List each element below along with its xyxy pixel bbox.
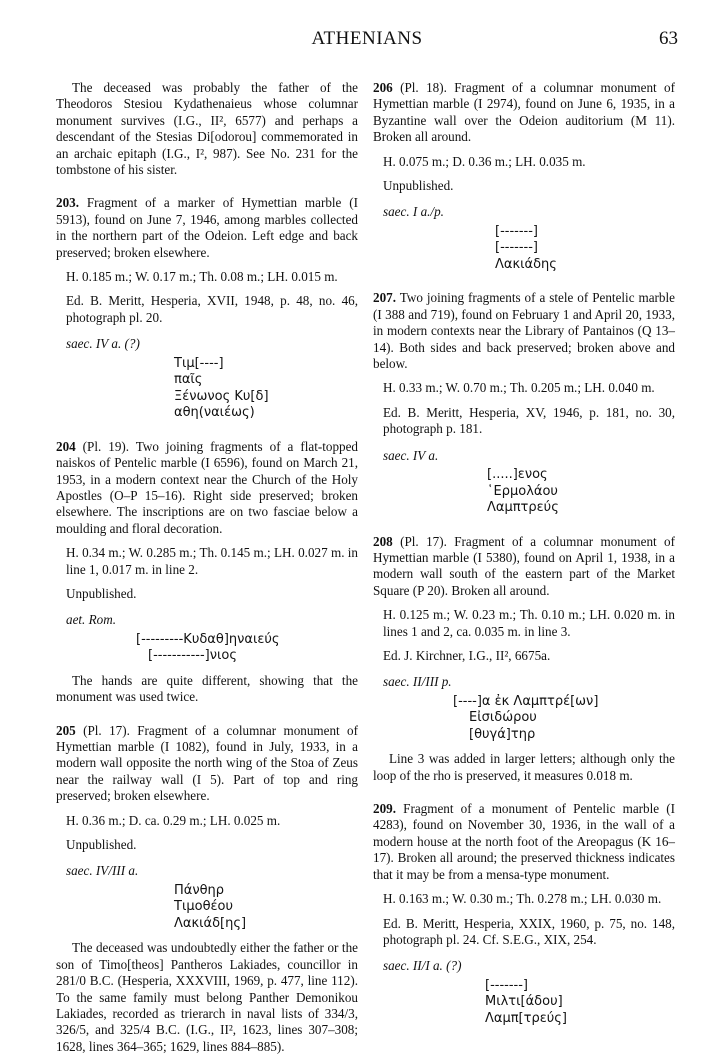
publication-status: Unpublished. [66, 837, 137, 852]
entry-number: 206 [373, 80, 393, 95]
date-label: saec. IV a. (?) [66, 336, 140, 352]
entry-208 [373, 534, 675, 785]
measurements: H. 0.075 m.; D. 0.36 m.; LH. 0.035 m. [383, 153, 586, 169]
greek-inscription [373, 224, 675, 274]
page-number: 63 [659, 28, 678, 49]
inscription-line: Ξένωνος Κυ[δ] [174, 388, 269, 404]
entry-text: (Pl. 18). Fragment of a columnar monument of Hymettian marble (I 2974), found on June 6, 1935, in a Byzantine wall over the Odeion auditorium (M 11). Broken all around. [373, 80, 675, 145]
inscription-line: Μιλτι[άδου] [485, 994, 563, 1010]
inscription-line: [-------] [495, 240, 538, 256]
measurements: H. 0.34 m.; W. 0.285 m.; Th. 0.145 m.; LH. 0.027 m. in line 1, 0.017 m. in line 2. [66, 545, 358, 577]
date-label: saec. IV/III a. [66, 863, 139, 879]
inscription-line: Λακιάδ[ης] [174, 915, 247, 931]
entry-text: (Pl. 17). Fragment of a columnar monument of Hymettian marble (I 1082), found in July, 1933, in a modern wall opposite the north wing of the Stoa of Zeus near the railway wall (I 5). Part of top and ring preserved; broken elsewhere. [56, 722, 358, 804]
running-title: ATHENIANS [311, 28, 423, 49]
entry-number: 208 [373, 533, 393, 549]
date-label: saec. II/III p. [383, 674, 452, 690]
inscription-line: [θυγά]τηρ [469, 726, 536, 742]
entry-number: 205 [56, 722, 76, 738]
measurements: H. 0.185 m.; W. 0.17 m.; Th. 0.08 m.; LH. 0.015 m. [66, 269, 338, 285]
commentary: Line 3 was added in larger letters; although only the loop of the rho is preserved, it measures 0.018 m. [373, 751, 675, 783]
inscription-line: ῾Ερμολάου [487, 483, 558, 499]
entry-description [56, 723, 358, 805]
edition: Ed. B. Meritt, Hesperia, XVII, 1948, p. 48, no. 46, photograph pl. 20. [66, 293, 358, 325]
edition: Ed. B. Meritt, Hesperia, XV, 1946, p. 181, no. 30, photograph p. 181. [383, 404, 675, 437]
entry-203 [56, 195, 358, 421]
entry-206 [373, 80, 675, 273]
greek-inscription [56, 632, 358, 665]
edition: Ed. J. Kirchner, I.G., II², 6675a. [383, 647, 551, 663]
inscription-line: Τιμοθέου [174, 899, 234, 915]
entry-number: 209. [373, 801, 396, 817]
entry-205 [56, 723, 358, 1055]
inscription-line: παῖς [174, 372, 203, 388]
measurements: H. 0.163 m.; W. 0.30 m.; Th. 0.278 m.; LH. 0.030 m. [383, 891, 662, 907]
greek-inscription [373, 694, 675, 744]
greek-inscription [373, 978, 675, 1028]
entry-text: Fragment of a marker of Hymettian marble (I 5913), found on June 7, 1946, among marbles collected in the northern part of the Odeion. Left edge and back preserved; broken elsewhere. [56, 195, 358, 260]
entry-description [373, 534, 675, 600]
inscription-line: [---------Κυδαθ]ηναιεύς [136, 631, 280, 647]
entry-text: (Pl. 19). Two joining fragments of a flat-topped naiskos of Pentelic marble (I 6596), found on March 21, 1953, in a modern context near the Church of the Holy Apostles (O–P 15–16). Right side preserved; broken elsewhere. The inscriptions are on two fasciae below a moulding and floral decoration. [56, 438, 358, 536]
date-label: saec. II/I a. (?) [383, 958, 462, 974]
entry-number: 203. [56, 195, 79, 211]
publication-status: Unpublished. [383, 178, 454, 194]
left-column [56, 80, 358, 1055]
inscription-line: Λαμπ[τρεύς] [485, 1010, 567, 1026]
entry-number: 207. [373, 290, 396, 306]
inscription-line: αθη(ναιέως) [174, 405, 255, 421]
entry-text: (Pl. 17). Fragment of a columnar monument of Hymettian marble (I 5380), found on April 1, 1938, in a modern wall south of the eastern part of the Market Square (P 20). Broken all around. [373, 533, 675, 598]
inscription-line: Εἰσιδώρου [469, 710, 537, 726]
inscription-line: [-----------]νιος [148, 648, 237, 664]
page-header [56, 28, 678, 58]
measurements: H. 0.125 m.; W. 0.23 m.; Th. 0.10 m.; LH. 0.020 m. in lines 1 and 2, ca. 0.035 m. in line 3. [383, 607, 675, 639]
inscription-line: Λακιάδης [495, 256, 557, 272]
date-label: saec. IV a. [383, 447, 439, 463]
inscription-line: Λαμπτρεύς [487, 500, 559, 515]
inscription-line: Πάνθηρ [174, 882, 225, 898]
date-label: saec. I a./p. [383, 204, 444, 220]
entry-209 [373, 801, 675, 1027]
greek-inscription [56, 356, 358, 422]
measurements: H. 0.36 m.; D. ca. 0.29 m.; LH. 0.025 m. [66, 812, 281, 828]
edition: Ed. B. Meritt, Hesperia, XXIX, 1960, p. 75, no. 148, photograph pl. 24. Cf. S.E.G., XIX, 254. [383, 915, 675, 947]
inscription-line: [-------] [495, 223, 538, 239]
entry-description [373, 290, 675, 372]
entry-description [373, 80, 675, 146]
entry-204 [56, 439, 358, 706]
commentary: The deceased was undoubtedly either the father or the son of Timo[theos] Pantheros Lakiades, councillor in 281/0 B.C. (Hesperia, XXXVIII, 1969, p. 477, line 112). To the same family must belong Panther Demonikou Lakiades, recorded as trierarch in naval lists of 334/3, 326/5, and 325/4 B.C. (I.G., II², 1623, lines 307–308; 1628, lines 364–365; 1629, lines 884–885). [56, 940, 358, 1054]
inscription-line: Τιμ[----] [174, 355, 224, 371]
intro-paragraph: The deceased was probably the father of the Theodoros Stesiou Kydathenaieus whose columnar monument survives (I.G., II², 6577) and perhaps a descendant of the Stesias Di[odorou] commemorated in an archaic epitaph (I.G., I², 987). See No. 231 for the tombstone of his sister. [56, 80, 358, 178]
measurements: H. 0.33 m.; W. 0.70 m.; Th. 0.205 m.; LH. 0.040 m. [383, 380, 655, 396]
inscription-line: [-------] [485, 977, 528, 993]
commentary: The hands are quite different, showing that the monument was used twice. [56, 672, 358, 705]
greek-inscription [373, 467, 675, 517]
date-label: aet. Rom. [66, 612, 116, 628]
entry-description [373, 801, 675, 883]
entry-text: Fragment of a monument of Pentelic marble (I 4283), found on November 30, 1936, in the wall of a modern house at the north foot of the Areopagus (K 16–17). Broken all around; the preserved thickness indicates that it may be from a mensa-type monument. [373, 801, 675, 882]
inscription-line: [----]α ἐκ Λαμπτρέ[ων] [453, 693, 599, 709]
entry-text: Two joining fragments of a stele of Pentelic marble (I 388 and 719), found on February 1 and April 20, 1933, in modern contexts near the Library of Pantainos (Q 13–14). Both sides and back preserved; broken above and below. [373, 290, 675, 371]
publication-status: Unpublished. [66, 585, 137, 601]
entry-description [56, 439, 358, 537]
inscription-line: [.....]ενος [487, 467, 548, 482]
right-column [373, 80, 675, 1027]
entry-description [56, 195, 358, 261]
greek-inscription [56, 883, 358, 933]
entry-207 [373, 290, 675, 516]
entry-number: 204 [56, 438, 76, 454]
